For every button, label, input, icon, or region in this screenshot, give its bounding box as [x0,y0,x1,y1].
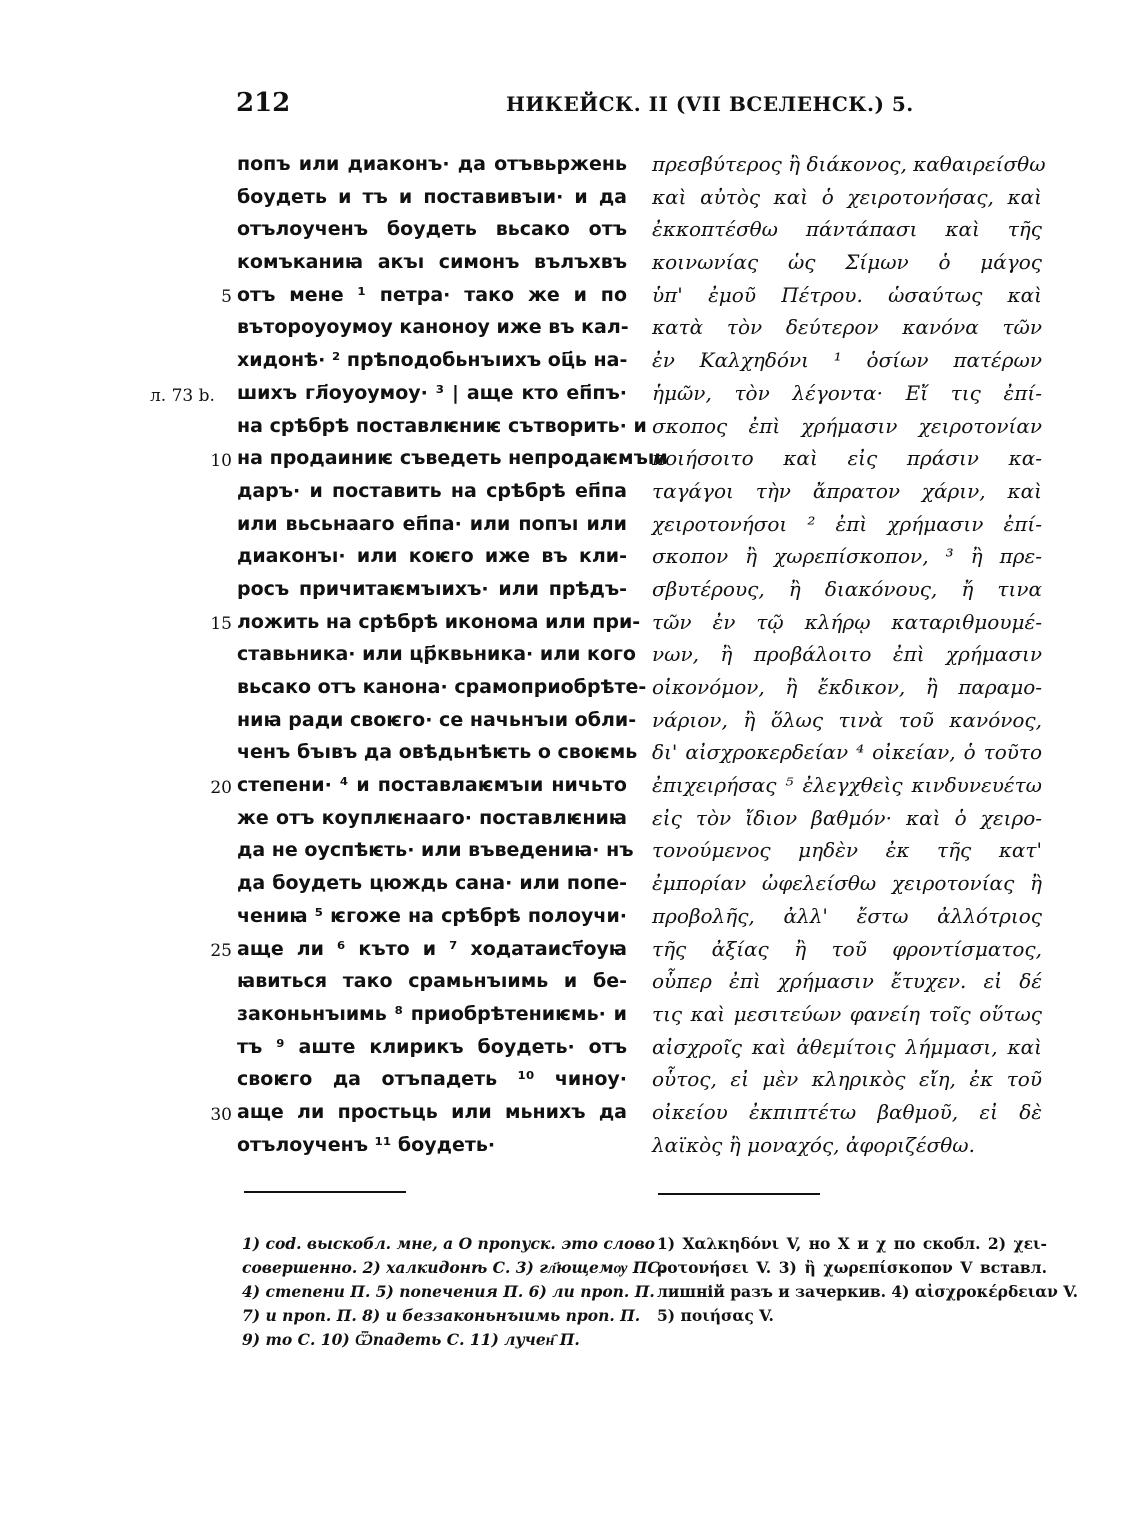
slavonic-line-2: боудеть и тъ и поставивъıи· и да [237,185,627,208]
slavonic-line-9: на срѣбрѣ поставлѥниѥ сътворить· и [237,414,647,437]
slavonic-line-13: диаконъı· или коѥго иже въ кли- [237,545,627,568]
slavonic-line-21: же отъ коуплѥнааго· поставлѥниꙗ [237,806,627,829]
greek-line-19: δι' αἰσχροκερδείαν ⁴ οἰκείαν, ὁ τοῦτο [652,740,1042,765]
greek-line-17: οἰκονόμον, ἢ ἔκδικον, ἢ παραμο- [652,675,1042,699]
greek-line-30: οἰκείου ἐκπιπτέτω βαθμοῦ, εἰ δὲ [652,1099,1042,1124]
slavonic-line-16: ставьника· или цр҃квьника· или кого [237,643,636,666]
footnote-left-line-3: 4) степени П. 5) попечения П. 6) ли проп. П. [242,1282,655,1301]
slavonic-line-15: ложить на срѣбрѣ икономa или при- [237,610,641,633]
greek-line-8: ἡμῶν, τὸν λέγοντα· Εἴ τις ἐπί- [652,380,1042,405]
greek-line-5: ὑπ' ἐμοῦ Πέτρου. ὡσαύτως καὶ [652,282,1042,307]
slavonic-line-4: комъканиꙗ акъı симонъ вълъхвъ [237,251,627,274]
footnote-left-line-5: 9) то С. 10) Ѿпадеть С. 11) лучен҄ П. [242,1330,580,1349]
slavonic-line-26: ꙗвиться тако срамьнъıимь и бе- [237,970,627,993]
greek-line-28: αἰσχροῖς καὶ ἀθεμίτοις λήμμασι, καὶ [652,1034,1042,1059]
slavonic-line-23: да боудеть цюждь сана· или попе- [237,872,627,895]
greek-line-16: νων, ἢ προβάλοιτο ἐπὶ χρήμασιν [652,642,1042,667]
slavonic-line-18: ниꙗ ради своѥго· се начьнъıи обли- [237,708,637,731]
footnotes-slavonic [242,1232,666,1352]
slavonic-line-29: своѥго да отъпадеть ¹⁰ чиноу· [237,1068,627,1091]
greek-line-13: σκοπον ἢ χωρεπίσκοπον, ³ ἢ πρε- [652,544,1042,569]
greek-line-3: ἐκκοπτέσθω πάντάπασι καὶ τῆς [652,217,1042,242]
greek-line-24: προβολῆς, ἀλλ' ἔστω ἀλλότριος [652,903,1042,928]
slavonic-line-28: тъ ⁹ аште клирикъ боудеть· отъ [237,1035,627,1058]
line-number-10: 10 [210,451,232,471]
slavonic-text-column [237,148,668,1161]
greek-line-7: ἐν Καλχηδόνι ¹ ὁσίων πατέρων [652,348,1042,373]
greek-line-14: σβυτέρους, ἢ διακόνους, ἤ τινα [652,576,1042,601]
folio-margin-note: л. 73 b. [150,386,215,406]
footnotes-greek [657,1232,1079,1328]
slavonic-line-8: шихъ гл҃оуоумоу· ³ | аще кто еп҃пъ· [237,381,627,404]
greek-line-15: τῶν ἐν τῷ κλήρῳ καταριθμουμέ- [652,609,1042,634]
greek-line-4: κοινωνίας ὡς Σίμων ὁ μάγος [652,250,1042,275]
footnote-rule-right [658,1193,820,1195]
slavonic-line-20: степени· ⁴ и поставлаѥмъıи ничьто [237,774,627,797]
slavonic-line-31: отълоученъ ¹¹ боудеть· [237,1133,496,1156]
line-number-25: 25 [210,941,232,961]
greek-line-11: ταγάγοι τὴν ἄπρατον χάριν, καὶ [652,478,1042,503]
line-number-20: 20 [210,778,232,798]
greek-line-2: καὶ αὐτὸς καὶ ὁ χειροτονήσας, καὶ [652,184,1042,209]
line-number-15: 15 [210,614,232,634]
line-number-30: 30 [210,1105,232,1125]
greek-line-21: εἰς τὸν ἴδιον βαθμόν· καὶ ὁ χειρο- [652,805,1042,830]
slavonic-line-24: чениꙗ ⁵ ѥгоже на срѣбрѣ полоучи· [237,904,627,927]
slavonic-line-25: аще ли ⁶ къто и ⁷ ходатаист҃оуꙗ [237,937,627,960]
greek-line-22: τονούμενος μηδὲν ἐκ τῆς κατ' [652,838,1042,863]
greek-line-29: οὗτος, εἰ μὲν κληρικὸς εἴη, ἐκ τοῦ [652,1067,1042,1092]
slavonic-line-14: росъ причитаѥмъıихъ· или прѣдъ- [237,577,627,600]
footnote-right-line-4: 5) ποιήσας V. [657,1306,774,1325]
greek-line-10: ποιήσοιτο καὶ εἰς πράσιν κα- [652,446,1042,471]
slavonic-line-10: на продаиниѥ съведеть непродаѥмъıи [237,447,668,470]
slavonic-line-1: попъ или диаконъ· да отъвьржень [237,153,627,175]
footnote-left-line-4: 7) и проп. П. 8) и беззаконьнъıимь проп. П. [242,1306,641,1325]
greek-line-9: σκοπος ἐπὶ χρήμασιν χειροτονίαν [652,413,1042,438]
page-number: 212 [236,88,291,118]
greek-text-column [652,148,1046,1161]
slavonic-line-11: даръ· и поставить на срѣбрѣ еп҃па [237,479,627,502]
slavonic-line-19: ченъ бъıвъ да овѣдьнѣѥть о своѥмь [237,741,638,764]
footnote-right-line-2: ροτονήσει V. 3) ἢ χωρεπίσκοπον V вставл. [657,1258,1047,1277]
slavonic-line-7: хидонѣ· ² прѣподобьнъıихъ оц҃ь на- [237,349,628,372]
greek-line-20: ἐπιχειρήσας ⁵ ἐλεγχθεὶς κινδυνευέτω [652,773,1042,798]
footnote-left-line-2: совершенно. 2) халкидонѣ С. 3) гл҃ющемѹ ПС. [242,1258,666,1277]
greek-line-31: λαϊκὸς ἢ μοναχός, ἀφοριζέσθω. [652,1132,975,1157]
footnote-rule-left [244,1191,406,1193]
slavonic-line-6: вътороуоумоу каноноу иже въ кал- [237,316,629,339]
greek-line-23: ἐμπορίαν ὠφελείσθω χειροτονίας ἢ [652,871,1042,896]
footnote-right-line-1: 1) Χαλκηδόνι V, но Χ и χ по скобл. 2) χει- [657,1234,1047,1253]
slavonic-line-17: вьсако отъ канона· срамоприобрѣте- [237,676,647,698]
greek-line-27: τις καὶ μεσιτεύων φανείη τοῖς οὕτως [652,1001,1042,1026]
footnote-right-line-3: лишній разъ и зачеркив. 4) αἰσχροκέρδειαν V. [657,1282,1079,1301]
greek-line-6: κατὰ τὸν δεύτερον κανόνα τῶν [652,315,1042,340]
slavonic-line-22: да не оуспѣѥть· или въведениꙗ· нъ [237,839,634,862]
greek-line-12: χειροτονήσοι ² ἐπὶ χρήμασιν ἐπί- [652,511,1042,536]
running-head: НИКЕЙСК. II (VII ВСЕЛЕНСК.) 5. [506,92,914,116]
slavonic-line-27: законьнъıимь ⁸ приобрѣтениѥмь· и [237,1002,627,1025]
greek-line-18: νάριον, ἢ ὅλως τινὰ τοῦ κανόνος, [652,707,1042,732]
greek-line-25: τῆς ἀξίας ἢ τοῦ φροντίσματος, [652,936,1042,961]
footnote-left-line-1: 1) cod. выскобл. мне, а О пропуск. это слово [242,1234,655,1253]
slavonic-line-3: отълоученъ боудеть вьсако отъ [237,218,627,241]
line-number-5: 5 [221,287,232,307]
slavonic-line-5: отъ мене ¹ петра· тако же и по [237,283,627,306]
slavonic-line-30: аще ли простьць или мьнихъ да [237,1100,627,1123]
greek-line-26: οὗπερ ἐπὶ χρήμασιν ἔτυχεν. εἰ δέ [652,969,1042,994]
slavonic-line-12: или вьсьнааго еп҃па· или попъı или [237,512,627,535]
greek-line-1: πρεσβύτερος ἢ διάκονος, καθαιρείσθω [652,152,1046,176]
